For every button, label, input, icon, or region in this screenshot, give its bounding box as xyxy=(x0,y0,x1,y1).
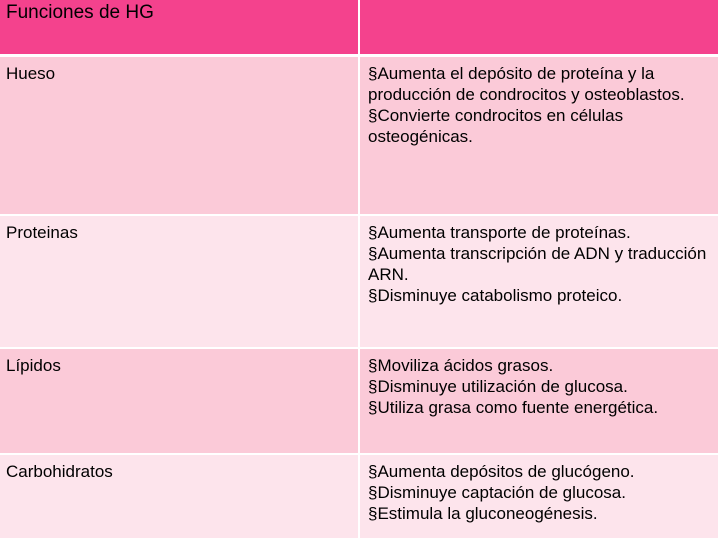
table-title: Funciones de HG xyxy=(6,2,154,23)
list-item: §Moviliza ácidos grasos. xyxy=(368,356,554,375)
row-label-proteinas: Proteinas xyxy=(6,223,78,242)
row-content-cell xyxy=(360,216,720,349)
row-label-lipidos: Lípidos xyxy=(6,356,61,375)
row-label-hueso: Hueso xyxy=(6,64,56,83)
list-item: §Aumenta transporte de proteínas. xyxy=(368,223,631,242)
list-item: §Utiliza grasa como fuente energética. xyxy=(368,398,659,417)
row-content-cell xyxy=(360,349,720,455)
row-label-cell xyxy=(0,57,360,216)
header-cell-title xyxy=(0,0,360,57)
list-item: §Disminuye utilización de glucosa. xyxy=(368,377,628,396)
list-item: §Disminuye captación de glucosa. xyxy=(368,483,626,502)
list-item: §Aumenta el depósito de proteína y la producción de condrocitos y osteoblastos. xyxy=(368,64,685,104)
row-label-cell xyxy=(0,216,360,349)
list-item: §Aumenta transcripción de ADN y traducción ARN. xyxy=(368,244,707,284)
list-item: §Estimula la gluconeogénesis. xyxy=(368,504,598,523)
row-content-cell xyxy=(360,57,720,216)
list-item: §Disminuye catabolismo proteico. xyxy=(368,286,623,305)
row-content-cell xyxy=(360,455,720,540)
row-label-cell xyxy=(0,455,360,540)
header-cell-empty xyxy=(360,0,720,57)
list-item: §Aumenta depósitos de glucógeno. xyxy=(368,462,635,481)
row-label-cell xyxy=(0,349,360,455)
row-label-carbohidratos: Carbohidratos xyxy=(6,462,113,481)
list-item: §Convierte condrocitos en células osteogénicas. xyxy=(368,106,624,146)
